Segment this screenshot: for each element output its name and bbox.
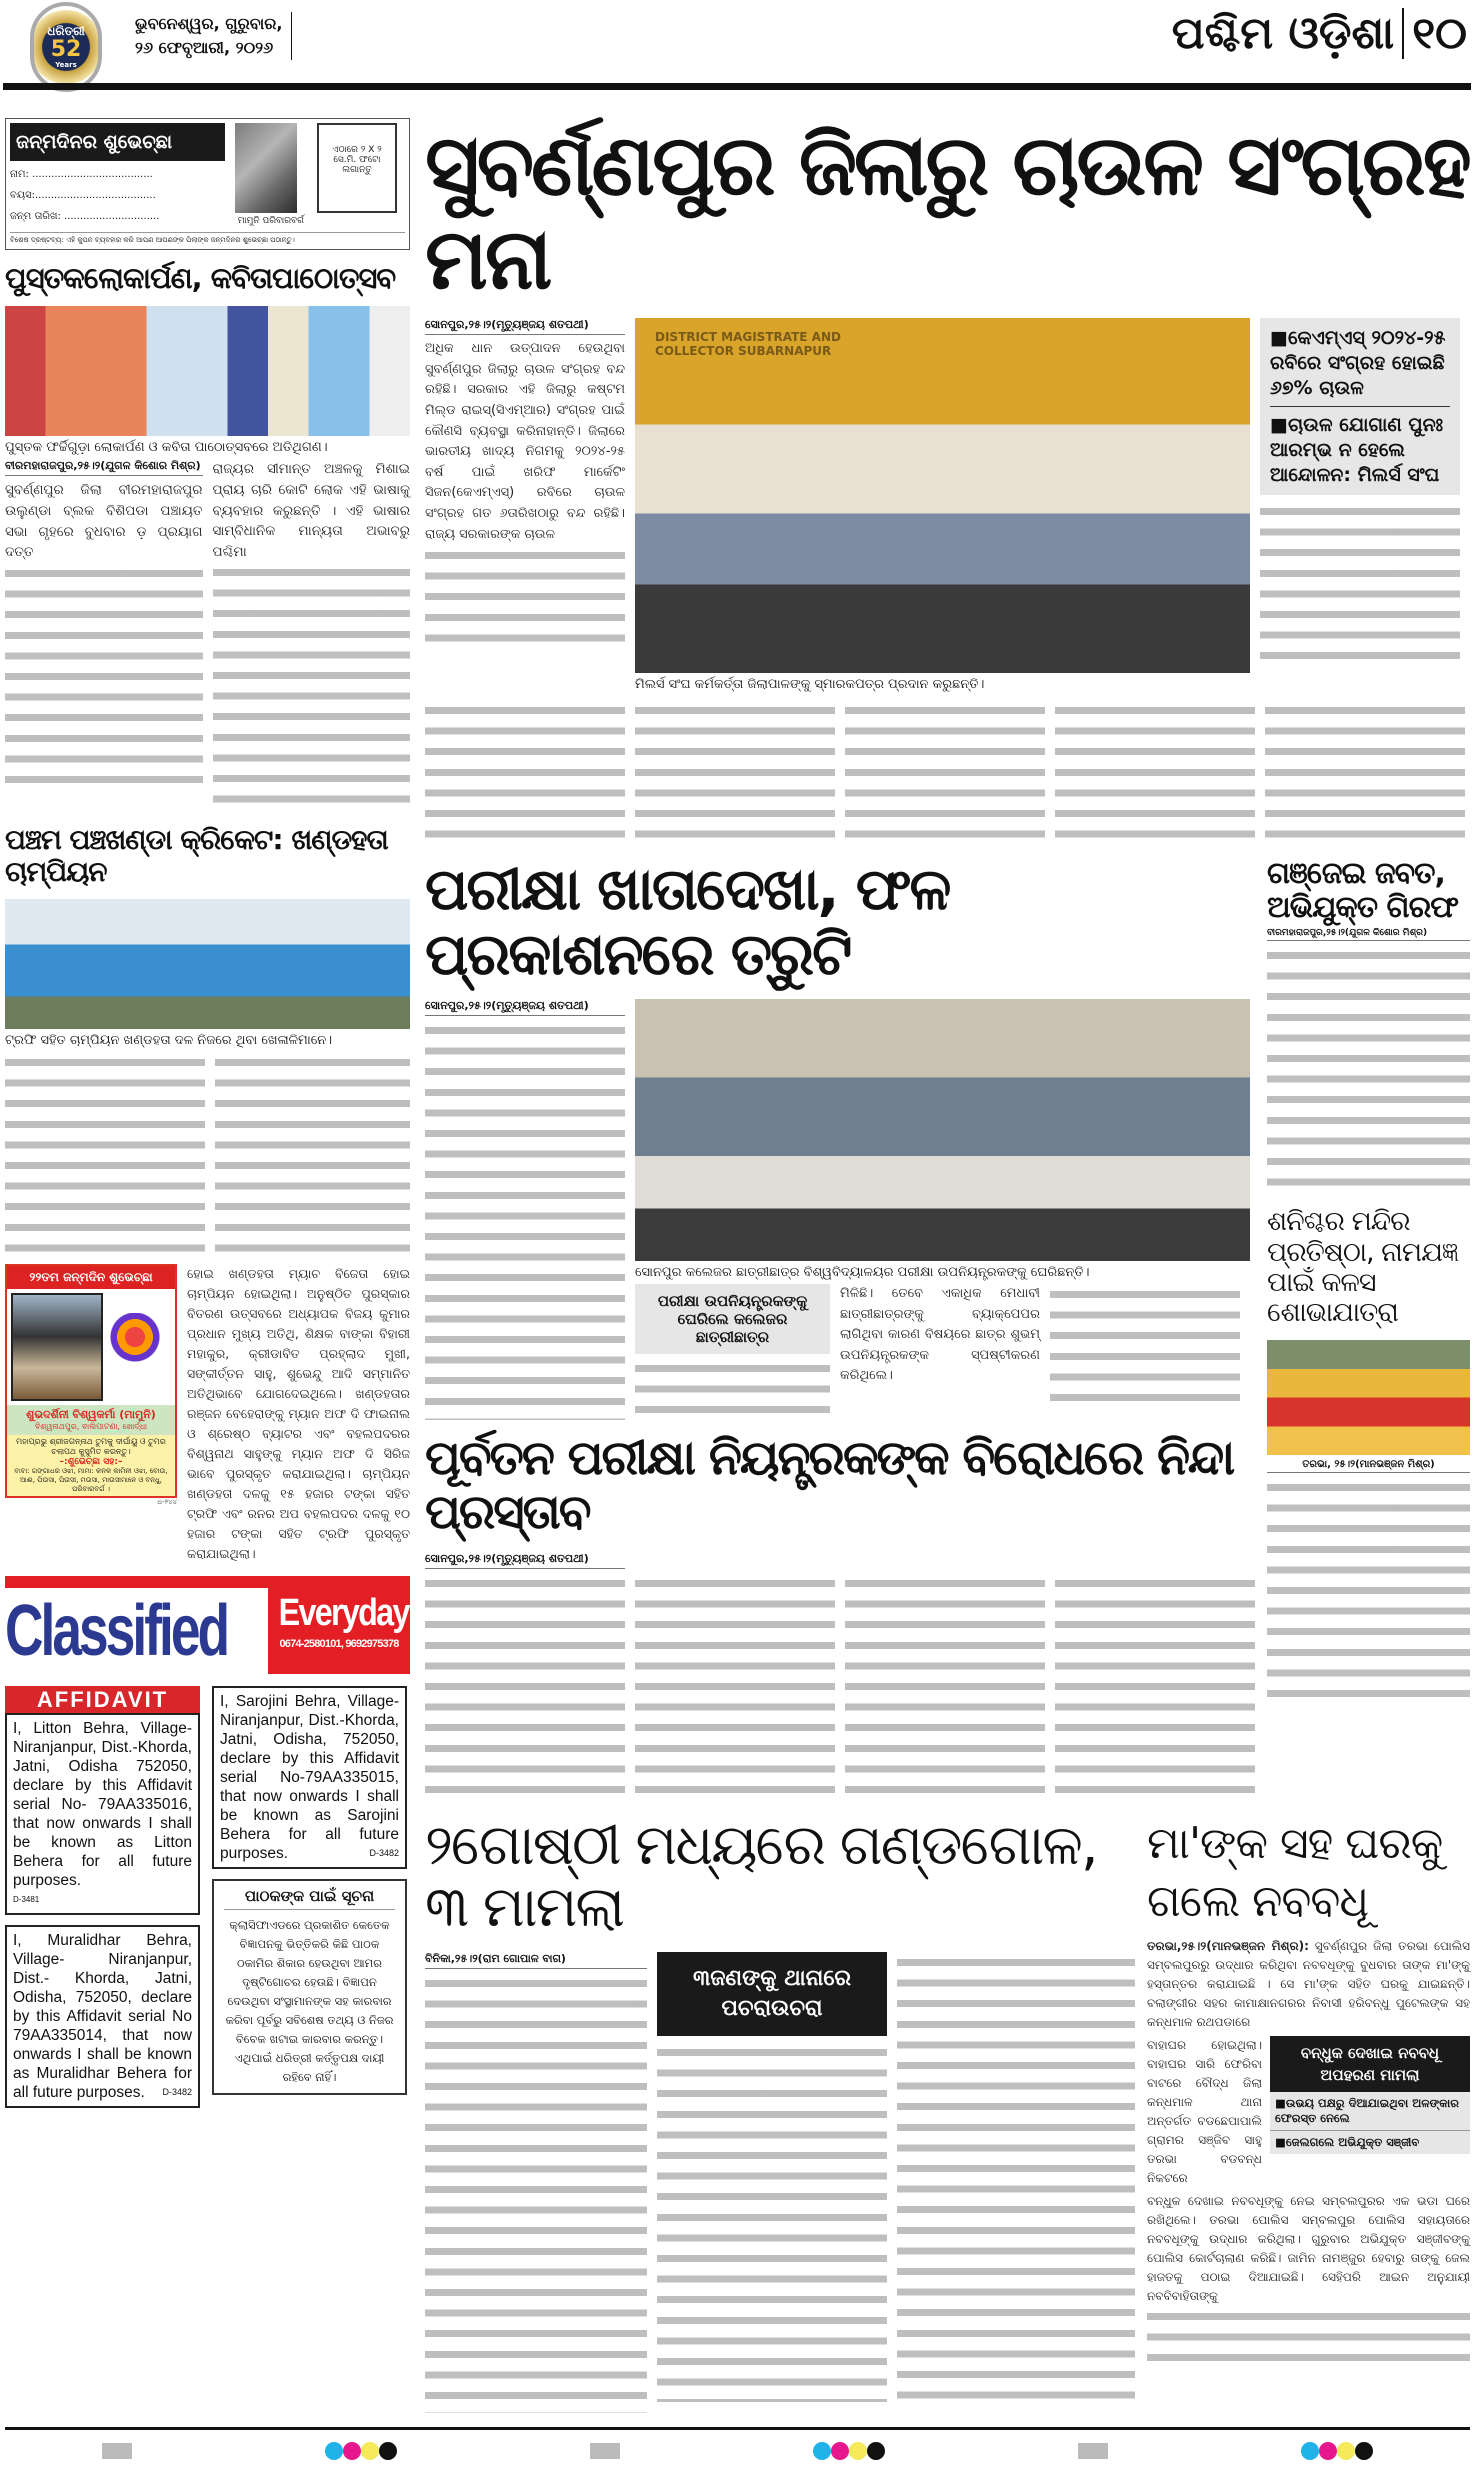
book-text-col2: ରାଜ୍ୟର ସୀମାନ୍ତ ଅଞ୍ଚଳକୁ ମିଶାଇ ପ୍ରାୟ ଚାରି କୋଟି ଲୋକ ଏହି ଭାଷାକୁ ବ୍ୟବହାର କରୁଛନ୍ତି । ଏହି ଭାଷାର ସାମ୍ବିଧାନିକ ମାନ୍ୟତା ଅଭାବରୁ ପଶ୍ଚିମା	[212, 461, 410, 560]
clash-column	[425, 1812, 1135, 2413]
classified-top-bar	[5, 1576, 410, 1588]
clash-col1	[425, 1952, 647, 2413]
rice-highlights	[1260, 318, 1460, 495]
bride-lead	[1147, 1937, 1470, 2032]
classified-title: Classified	[5, 1591, 228, 1672]
right-column	[1267, 857, 1470, 1802]
bullet-text: ଜେଲଗଲେ ଅଭିଯୁକ୍ତ ସଞ୍ଜୀବ	[1285, 2134, 1420, 2149]
headline-book: ପୁସ୍ତକଲୋକାର୍ପଣ, କବିତାପାଠୋତ୍ସବ	[5, 261, 396, 295]
masthead	[0, 0, 1475, 96]
birthday-ad-name: ଶୁଭଦର୍ଶିନୀ ବିଶ୍ୱକର୍ମା (ମାମୁନି)	[7, 1405, 175, 1422]
birthday-ad	[5, 1264, 177, 1498]
exam-caption: ସୋନପୁର କଲେଜର ଛାତ୍ରୀଛାତ୍ର ବିଶ୍ୱବିଦ୍ୟାଳୟର ପରୀକ୍ଷା ଉପନିୟନ୍ତ୍ରକଙ୍କୁ ଘେରିଛନ୍ତି।	[635, 1265, 1090, 1281]
classified-col1	[5, 1686, 200, 2118]
book-dateline: ବୀରମହାରାଜପୁର,୨୫।୨(ଯୁଗଳ କିଶୋର ମିଶ୍ର)	[5, 459, 203, 476]
headline-clash: ୨ଗୋଷ୍ଠୀ ମଧ୍ୟରେ ଗଣ୍ଡଗୋଳ, ୩ ମାମଲା	[425, 1812, 1097, 1941]
yellow-dot-icon	[849, 2442, 867, 2460]
classified-phones: 0674-2580101, 9692975378	[279, 1638, 399, 1651]
cmyk-marks	[813, 2440, 885, 2460]
exam-text-right	[1050, 1284, 1240, 1414]
bride-side: ବାହାଘର ହୋଇଥିଲା। ବାହାଘର ସାରି ଫେରିବା ବାଟରେ ବୌଦ୍ଧ ଜିଲା କନ୍ଧମାଳ ଥାନା ଅନ୍ତର୍ଗତ ବଡଛେପାପାଲି ଗ୍ରାମର ସଞ୍ଜିବ ସାହୁ ତରଭା ବଡବନ୍ଧ ନିକଟରେ	[1147, 2037, 1262, 2185]
cyan-dot-icon	[1301, 2442, 1319, 2460]
censure-dateline: ସୋନପୁର,୨୫।୨(ମୃତ୍ୟୁଞ୍ଜୟ ଶତପଥୀ)	[425, 1552, 625, 1569]
birthday-ad-from-label: –:ଶୁଭେଚ୍ଛା ସହ:–	[59, 1457, 123, 1468]
birthday-ad-body	[7, 1435, 175, 1496]
cmyk-marks	[325, 2440, 397, 2460]
rice-text-body	[425, 700, 1470, 845]
footer-print-marks	[5, 2427, 1470, 2470]
yellow-dot-icon	[1337, 2442, 1355, 2460]
photo-caption: ମାମୁନି ପରିବାରବର୍ଗ	[237, 216, 305, 226]
bride-column	[1147, 1815, 1470, 2413]
birthday-form-fields	[10, 123, 225, 226]
exam-censure-column	[425, 857, 1255, 1802]
left-column	[5, 118, 410, 2413]
birthday-form-top	[10, 123, 405, 226]
cricket-text	[5, 1052, 410, 1252]
rice-dateline: ସୋନପୁର,୨୫।୨(ମୃତ୍ୟୁଞ୍ଜୟ ଶତପଥୀ)	[425, 318, 625, 335]
headline-rice: ସୁବର୍ଣ୍ଣପୁର ଜିଲାରୁ ଚାଉଳ ସଂଗ୍ରହ ମନା	[425, 116, 1469, 309]
photo-note: ଏଠାରେ ୨ X ୨ ସେ.ମି. ଫଟୋ ଲଗାନ୍ତୁ	[317, 123, 397, 213]
classified-banner	[5, 1576, 410, 1674]
clash-story	[425, 1952, 1135, 2413]
date-line-1: ଭୁବନେଶ୍ୱର, ଗୁରୁବାର,	[135, 14, 283, 33]
rice-memorandum-photo	[635, 318, 1250, 673]
bride-after: ବନ୍ଧୁକ ଦେଖାଇ ନବବଧୂଙ୍କୁ ନେଇ ସମ୍ବଲପୁରର ଏକ ଭଡା ଘରେ ରଖିଥିଲେ। ତରଭା ପୋଲିସ ସମ୍ବଲପୁର ପୋଲିସ ସହାୟତାରେ ନବବଧୂଙ୍କୁ ଉଦ୍ଧାର କରିଥିଲା। ଗୁରୁବାର ଅଭିଯୁକ୍ତ ସଞ୍ଜୀବଙ୍କୁ ପୋଲିସ କୋର୍ଟଚାଲାଣ କରିଛି। ଜାମିନ ନାମଞ୍ଜୁର ହେବାରୁ ତାଙ୍କୁ ଜେଲ ହାଜତକୁ ପଠାଇ ଦିଆଯାଇଛି। ସେହିପରି ଆଇନ ଅନୁଯାୟୀ ନବବିବାହିତାଙ୍କୁ	[1147, 2193, 1470, 2303]
rice-story	[425, 318, 1470, 696]
cyan-dot-icon	[813, 2442, 831, 2460]
book-col2	[213, 459, 411, 812]
book-launch-photo	[5, 306, 410, 436]
rice-text-col1-more	[425, 545, 625, 645]
ad-text: I, Litton Behra, Village-Niranjanpur, Dist.-Khorda, Jatni, Odisha 752050, declare by this Affidavit serial No- 79AA335016, that now onwards I shall be known as Litton Behera for all future purposes.	[13, 1720, 192, 1890]
masthead-logo	[30, 2, 102, 92]
cricket-text-tail: ହୋଇ ଖଣ୍ଡହତା ମ୍ୟାଚ ବିଜେତା ହୋଇ ଚାମ୍ପିୟନ ହୋଇଥିଲା। ଅନୁଷ୍ଠିତ ପୁରସ୍କାର ବିତରଣ ଉତ୍ସବରେ ଅଧ୍ୟାପକ ବିଜୟ କୁମାର ପ୍ରଧାନ ମୁଖ୍ୟ ଅତିଥି, ଶିକ୍ଷକ ବାଙ୍କା ବିହାରୀ ମହାକୁର, କ୍ରୀଡାବିତ ପ୍ରହ୍ଲାଦ ମୁଖୀ, ସଙ୍କୀର୍ତ୍ତନ ସାହୁ, ଶୁଭେନ୍ଦୁ ଆଦି ସମ୍ମାନିତ ଅତିଥିଭାବେ ଯୋଗଦେଇଥିଲେ। ଖଣ୍ଡହତାର ରଞ୍ଜନ ବେହେରାଙ୍କୁ ମ୍ୟାନ ଅଫ ଦି ଫାଇନାଲ ଓ ଶ୍ରେଷ୍ଠ ବ୍ୟାଟର ଏବଂ ବହଲପଦରର ବିଶ୍ୱନାଥ ସାହୁଙ୍କୁ ମ୍ୟାନ ଅଫ ଦି ସିରିଜ ଭାବେ ପୁରସ୍କୃତ କରାଯାଇଥିଲା। ଚାମ୍ପିୟନ ଖଣ୍ଡହତା ଦଳକୁ ୧୫ ହଜାର ଟଙ୍କା ସହିତ ଟ୍ରଫି ଏବଂ ରନର ଅପ ବହଲପଦର ଦଳକୁ ୧୦ ହଜାର ଟଙ୍କା ସହିତ ଟ୍ରଫି ପୁରସ୍କୃତ କରାଯାଇଥିଲା।	[187, 1266, 410, 1562]
logo-name: ଧରିତ୍ରୀ	[47, 24, 85, 38]
exam-col1	[425, 999, 625, 1420]
headline-temple: ଶନିଶ୍ଚର ମନ୍ଦିର ପ୍ରତିଷ୍ଠା, ନାମଯଜ୍ଞ ପାଇଁ କଳସ ଶୋଭାଯାତ୍ରା	[1267, 1206, 1459, 1329]
exam-box-col	[635, 1284, 830, 1418]
kalash-procession-photo	[1267, 1340, 1470, 1455]
classified-ad-1	[5, 1713, 200, 1915]
magenta-dot-icon	[1319, 2442, 1337, 2460]
rice-text-right	[1260, 501, 1460, 661]
birthday-form-title: ଜନ୍ମଦିନର ଶୁଭେଚ୍ଛା	[10, 123, 225, 161]
dob-field[interactable]: ଜନ୍ମ ତାରିଖ: ..............................	[10, 211, 160, 222]
affidavit-header: AFFIDAVIT	[5, 1686, 200, 1713]
headline-ganja: ଗଞ୍ଜେଇ ଜବତ, ଅଭିଯୁକ୍ତ ଗିରଫ	[1267, 856, 1459, 925]
book-body	[5, 459, 410, 812]
exam-dateline: ସୋନପୁର,୨୫।୨(ମୃତ୍ୟୁଞ୍ଜୟ ଶତପଥୀ)	[425, 999, 625, 1016]
page-number: ୧୦	[1402, 8, 1467, 59]
clash-subhead-box: ୩ଜଣଙ୍କୁ ଥାନାରେ ପଚରାଉଚରା	[657, 1952, 887, 2036]
ganja-text	[1267, 945, 1470, 1195]
bride-box-bullet-2	[1270, 2131, 1470, 2154]
black-dot-icon	[867, 2442, 885, 2460]
classified-title-wrap	[5, 1588, 263, 1674]
flower-bouquet-icon	[109, 1313, 161, 1393]
bullet-text: ଉଭୟ ପକ୍ଷରୁ ଦିଆଯାଇଥିବା ଅଳଙ୍କାର ଫେରସ୍ତ ନେଲେ	[1275, 2095, 1459, 2125]
classified-ad-2	[5, 1925, 200, 2108]
highlight-text: କେଏମ୍‌ଏସ୍‌ ୨୦୨୪-୨୫ ରବିରେ ସଂଗ୍ରହ ହୋଇଛି ୬୭% ଚାଉଳ	[1270, 327, 1446, 399]
black-dot-icon	[1355, 2442, 1373, 2460]
clash-text-col3	[897, 1952, 1135, 2412]
bride-dateline: ତରଭା,୨୫।୨(ମାନଭଞ୍ଜନ ମିଶ୍ର):	[1147, 1938, 1309, 1953]
square-bullet-icon: ■	[1270, 327, 1288, 350]
book-text-col2-more	[213, 562, 411, 812]
main-column	[425, 118, 1470, 2413]
sample-photo-block	[235, 123, 307, 226]
book-text-col1-more	[5, 563, 203, 793]
rice-col2	[635, 318, 1250, 696]
birthday-ad-wrap	[5, 1264, 177, 1564]
headline-censure: ପୂର୍ବତନ ପରୀକ୍ଷା ନିୟନ୍ତ୍ରକଙ୍କ ବିରୋଧରେ ନିନ୍ଦା ପ୍ରସ୍ତାବ	[425, 1430, 1234, 1540]
headline-cricket: ପଞ୍ଚମ ପଞ୍ଚଖଣ୍ଡା କ୍ରିକେଟ: ଖଣ୍ଡହତା ଚାମ୍ପିୟନ	[5, 823, 388, 888]
ad-code: D-3482	[162, 2087, 192, 2098]
age-field[interactable]: ବୟସ:......................................	[10, 190, 156, 201]
ad-text: I, Muralidhar Behra, Village- Niranjanpur, Dist.- Khorda, Jatni, Odisha, 752050, declare by this Affidavit serial No 79AA335014, that now onwards I shall be known as Muralidhar Behera for all future purposes.	[13, 1932, 192, 2102]
exam-text-col1	[425, 1020, 625, 1420]
date-line-2: ୨୬ ଫେବୃଆରୀ, ୨୦୨୬	[135, 38, 274, 57]
registration-grey-block	[1078, 2443, 1108, 2459]
magenta-dot-icon	[343, 2442, 361, 2460]
rice-col3	[1260, 318, 1460, 696]
bride-text-more	[1147, 2306, 1470, 2366]
ad-code: D-3481	[13, 1895, 40, 1905]
yellow-dot-icon	[361, 2442, 379, 2460]
name-field[interactable]: ନାମ: ......................................	[10, 169, 153, 180]
square-bullet-icon: ■	[1275, 2134, 1286, 2149]
exam-protest-photo	[635, 999, 1250, 1261]
mark-group	[1078, 2440, 1108, 2460]
mark-group	[102, 2440, 132, 2460]
reader-notice-text: କ୍ଲାସିଫାଏଡରେ ପ୍ରକାଶିତ କେତେକ ବିଜ୍ଞାପନକୁ ଭିତ୍ତିକରି କିଛି ପାଠକ ଠକାମିର ଶିକାର ହେଉଥିବା ଆମର ଦୃଷ୍ଟିଗୋଚର ହେଉଛି। ବିଜ୍ଞାପନ ଦେଉଥିବା ସଂସ୍ଥାମାନଙ୍କ ସହ କାରବାର କରିବା ପୂର୍ବରୁ ସବିଶେଷ ତଥ୍ୟ ଓ ନିଜର ବିବେକ ଖଟାଇ କାରବାର କରନ୍ତୁ। ଏଥିପାଇଁ ଧରିତ୍ରୀ କର୍ତ୍ତୃପକ୍ଷ ଦାୟୀ ରହିବେ ନାହିଁ।	[225, 1918, 394, 2085]
square-bullet-icon: ■	[1270, 414, 1288, 437]
photo-sign-text: DISTRICT MAGISTRATE AND COLLECTOR SUBARNAPUR	[655, 330, 841, 359]
clash-col2	[657, 1952, 887, 2413]
logo-number: 52	[50, 37, 82, 62]
headline-bride: ମା'ଙ୍କ ସହ ଘରକୁ ଗଲେ ନବବଧୂ	[1147, 1817, 1443, 1927]
logo-sub: Years	[55, 61, 77, 69]
book-col1	[5, 459, 203, 812]
headline-exam: ପରୀକ୍ଷା ଖାତାଦେଖା, ଫଳ ପ୍ରକାଶନରେ ତ୍ରୁଟି	[425, 855, 950, 989]
bride-lead-text: ସୁବର୍ଣ୍ଣପୁର ଜିଲା ତରଭା ପୋଲିସ ସମ୍ବଲପୁରରୁ ଉଦ୍ଧାର କରିଥିବା ନବବଧୂଙ୍କୁ ବୁଧବାର ତାଙ୍କ ମା'ଙ୍କୁ ହସ୍ତାନ୍ତର କରାଯାଇଛି । ସେ ମା'ଙ୍କ ସହିତ ଘରକୁ ଯାଇଛନ୍ତି। ବଲାଙ୍ଗୀର ସହର କାମାକ୍ଷାନଗରର ନିବାସୀ ହରିବନ୍ଧୁ ପୁଟେଲଙ୍କ ସହ କନ୍ଧମାଳ ରଥପଡାରେ	[1147, 1938, 1470, 2029]
bride-subhead-box	[1270, 2036, 1470, 2154]
birthday-ad-code: ଧ-୨୪୪	[157, 1498, 177, 1507]
birthday-ad-title: ୨୨ତମ ଜନ୍ମଦିନ ଶୁଭେଚ୍ଛା	[7, 1266, 175, 1289]
temple-dateline: ତରଭା, ୨୫।୨(ମାନଭଞ୍ଜନ ମିଶ୍ର)	[1267, 1459, 1470, 1473]
exam-subhead-box: ପରୀକ୍ଷା ଉପନିୟନ୍ତ୍ରକଙ୍କୁ ଘେରିଲେ କଲେଜର ଛାତ୍ରୀଛାତ୍ର	[635, 1284, 830, 1354]
cyan-dot-icon	[325, 2442, 343, 2460]
issue-date	[135, 12, 292, 60]
highlight-text: ଚାଉଳ ଯୋଗାଣ ପୁନଃ ଆରମ୍ଭ ନ ହେଲେ ଆନ୍ଦୋଳନ: ମିଲର୍ସ ସଂଘ	[1270, 414, 1444, 486]
birthday-ad-from: ବାବା: ଗଙ୍ଗାଧର ଓଝା, ମାମା: କନକ କାମିନୀ ଓଝା, ବୋଉ, ଆଈ, ପିଉସା, ପିଉସୀ, ମଉସା, ମାଉସୀମାନେ ଓ ବନ୍ଧୁ, ପରିବାରବର୍ଗ ।	[14, 1467, 168, 1494]
everyday-label: Everyday	[278, 1592, 409, 1635]
cricket-team-photo	[5, 899, 410, 1029]
cricket-caption: ଟ୍ରଫି ସହିତ ଚାମ୍ପିୟନ ଖଣ୍ଡହତା ଦଳ ନିଜରେ ଥିବା ଖେଳାଳିମାନେ।	[5, 1033, 333, 1049]
birthday-ad-wish: ମହାପ୍ରଭୁ ଶ୍ରୀଜଗନ୍ନାଥ ତୁମକୁ ଦୀର୍ଘାୟୁ ଓ ତୁମର ଚଲାପଥ କୁସୁମିତ କରନ୍ତୁ।	[16, 1437, 166, 1457]
birthday-ad-place: ବିଶ୍ୱନାଥପୁର, ବାଲିପାଟଣା, ଖୋର୍ଦ୍ଧା	[7, 1422, 175, 1435]
magenta-dot-icon	[831, 2442, 849, 2460]
middle-section	[425, 857, 1470, 1802]
temple-text	[1267, 1477, 1470, 1707]
classified-everyday-badge	[268, 1588, 410, 1674]
birthday-ad-row	[5, 1264, 410, 1564]
cmyk-marks	[1301, 2440, 1373, 2460]
birthday-form	[5, 118, 410, 250]
exam-text-more	[635, 1358, 830, 1418]
ganja-dateline: ବୀରମହାରାଜପୁର,୨୫।୨(ଯୁଗଳ କିଶୋର ମିଶ୍ର)	[1267, 928, 1470, 941]
birthday-ad-images	[7, 1289, 175, 1405]
clash-text-col2	[657, 2042, 887, 2402]
registration-grey-block	[102, 2443, 132, 2459]
book-caption: ପୁସ୍ତକ ଫର୍ଚ୍ଚିଗୁଡ଼ା ଲୋକାର୍ପଣ ଓ କବିତା ପାଠୋତ୍ସବରେ ଅତିଥିଗଣ।	[5, 440, 328, 456]
form-footnote: ବିଶେଷ ଦ୍ରଷ୍ଟବ୍ୟ: ଏହି କୁପନ ବ୍ୟବହାର କରି ଆପଣ ଆପଣଙ୍କ ପିଲାଙ୍କ ଜନ୍ମଦିନର ଶୁଭେଚ୍ଛା ପଠାନ୍ତୁ।	[10, 232, 405, 245]
book-text-col1: ସୁବର୍ଣ୍ଣପୁର ଜିଲା ବୀରମହାରାଜପୁର ଉଲୁଣ୍ଡା ବ୍ଲକ ବିଶିପଡା ପଞ୍ଚାୟତ ସଭା ଗୃହରେ ବୁଧବାର ଡ଼ ପ୍ରୟାଗ ଦତ୍ତ	[5, 482, 203, 561]
bride-middle	[1147, 2036, 1470, 2188]
registration-grey-block	[590, 2443, 620, 2459]
bottom-section	[425, 1812, 1470, 2413]
bride-box-title: ବନ୍ଧୁକ ଦେଖାଇ ନବବଧୂ ଅପହରଣ ମାମଲା	[1270, 2036, 1470, 2092]
ad-code: D-3482	[369, 1848, 399, 1859]
page-content	[0, 118, 1475, 2413]
square-bullet-icon: ■	[1275, 2095, 1286, 2110]
clash-text-col1	[425, 1973, 647, 2413]
bride-box-bullet-1	[1270, 2092, 1470, 2131]
exam-lower	[635, 1284, 1250, 1418]
sample-photo	[235, 123, 297, 213]
clash-dateline: ବିନିକା,୨୫।୨(ରାମ ଗୋପାଳ ବାଗ)	[425, 1952, 647, 1969]
highlight-2	[1270, 407, 1450, 487]
birthday-ad-photo	[11, 1293, 103, 1401]
section-heading	[1172, 8, 1467, 59]
classified-col2	[212, 1686, 407, 2118]
classified-body	[5, 1686, 410, 2118]
exam-col2	[635, 999, 1250, 1420]
rice-caption: ମିଲର୍ସ ସଂଘ କର୍ମକର୍ତ୍ତା ଜିଲାପାଳଙ୍କୁ ସ୍ମାରକପତ୍ର ପ୍ରଦାନ କରୁଛନ୍ତି।	[635, 677, 985, 693]
ad-text: I, Sarojini Behra, Village-Niranjanpur, Dist.-Khorda, Jatni, Odisha, 752050, declare by this Affidavit serial No-79AA335015, that now onwards I shall be known as Sarojini Behera for all future purposes.	[220, 1693, 399, 1863]
reader-notice	[212, 1879, 407, 2095]
rice-lead: ଅଧିକ ଧାନ ଉତ୍ପାଦନ ହେଉଥିବା ସୁବର୍ଣ୍ଣପୁର ଜିଲାରୁ ଚାଉଳ ସଂଗ୍ରହ ବନ୍ଦ ରହିଛି। ସରକାର ଏହି ଜିଲାରୁ କଷ୍ଟମ ମିଲ୍‌ଡ ରାଇସ୍‌(ସିଏମ୍‌ଆର) ସଂଗ୍ରହ ପାଇଁ କୌଣସି ବ୍ୟବସ୍ଥା କରିନାହାନ୍ତି। ଜିଲାରେ ଭାରତୀୟ ଖାଦ୍ୟ ନିଗମକୁ ୨୦୨୪-୨୫ ବର୍ଷ ପାଇଁ ଖରିଫ ମାର୍କେଟିଂ ସିଜନ(କେଏମ୍‌ଏସ୍‌) ରବିରେ ଚାଉଳ ସଂଗ୍ରହ ଗତ ୬ତାରିଖଠାରୁ ବନ୍ଦ ରହିଛି। ରାଜ୍ୟ ସରକାରଙ୍କ ଚାଉଳ	[425, 341, 625, 542]
censure-text	[425, 1573, 1255, 1803]
exam-story	[425, 999, 1255, 1420]
reader-notice-title: ପାଠକଙ୍କ ପାଇଁ ସୂଚନା	[224, 1887, 395, 1910]
exam-snippet: ମିଳିଛି। ତେବେ ଏକାଧିକ ମେଧାବୀ ଛାତ୍ରୀଛାତ୍ରଙ୍କୁ ବ୍ୟାକ୍‌ପେପର ଲାଗିଥିବା କାରଣ ବିଷୟରେ ଛାତ୍ର ଶୁଭମ୍ ଉପନିୟନ୍ତ୍ରକଙ୍କ ସ୍ପଷ୍ଟୀକରଣ କରିଥିଲେ।	[840, 1286, 1040, 1384]
black-dot-icon	[379, 2442, 397, 2460]
rice-col1	[425, 318, 625, 696]
masthead-rule	[3, 83, 1471, 90]
classified-ad-3	[212, 1686, 407, 1869]
section-title: ପଶ୍ଚିମ ଓଡ଼ିଶା	[1171, 8, 1395, 59]
highlight-1	[1270, 326, 1450, 407]
mark-group	[590, 2440, 620, 2460]
